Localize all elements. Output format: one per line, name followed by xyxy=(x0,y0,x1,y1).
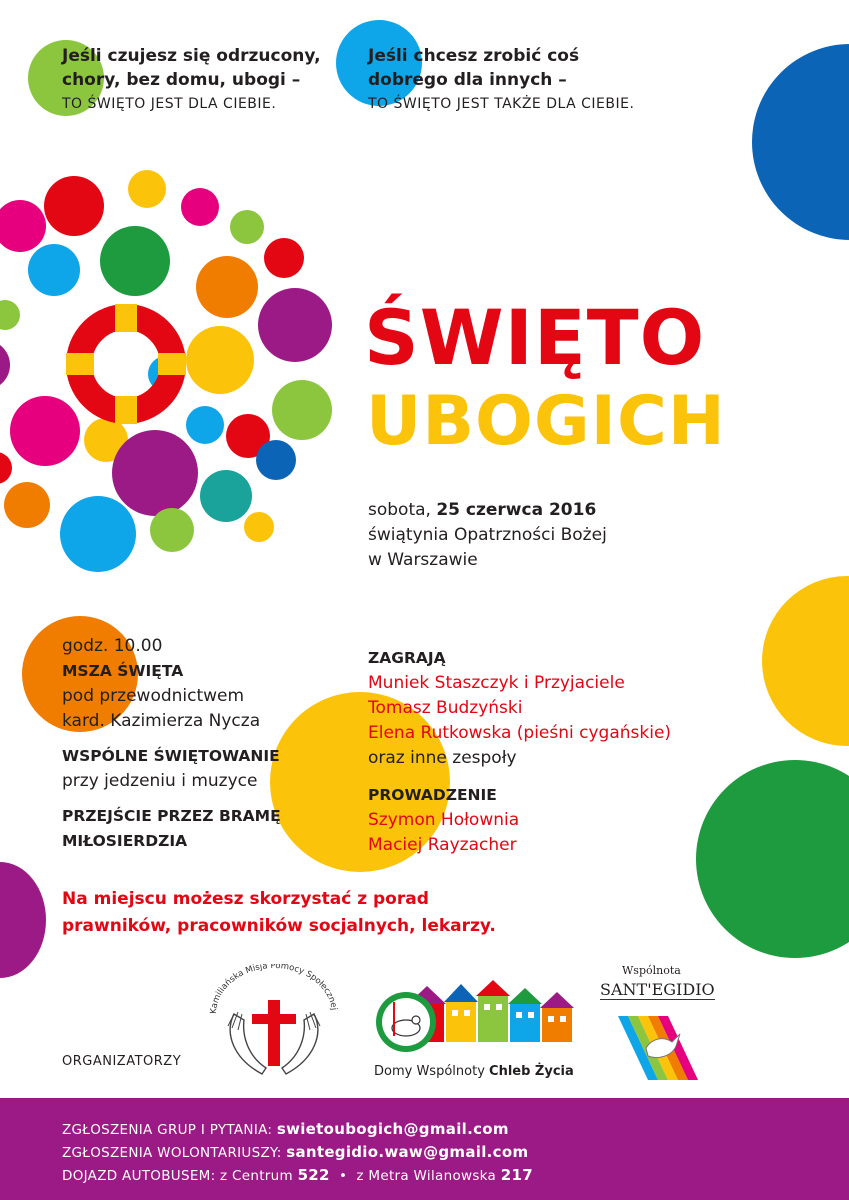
event-place2: w Warszawie xyxy=(368,550,478,570)
footer-row3 xyxy=(62,1166,533,1184)
notice xyxy=(62,886,496,940)
darkblue-circle xyxy=(752,44,849,240)
footer-row3-sep: • xyxy=(338,1168,348,1184)
gate-heading1: PRZEJŚCIE PRZEZ BRAMĘ xyxy=(62,807,281,825)
program-right xyxy=(368,646,671,858)
host-item: Maciej Rayzacher xyxy=(368,835,517,855)
footer-row3-num2: 217 xyxy=(500,1166,533,1184)
event-date: 25 czerwca 2016 xyxy=(436,500,597,520)
kamilianska-logo xyxy=(204,964,344,1084)
intro-right-line1: Jeśli chcesz zrobić coś xyxy=(368,46,580,66)
program-left xyxy=(62,634,281,854)
domy-bold: Chleb Życia xyxy=(489,1064,574,1079)
santegidio-logo xyxy=(596,962,714,1082)
footer-bar xyxy=(0,1098,849,1200)
egidio-name: SANT'EGIDIO xyxy=(600,980,715,999)
intro-left-line2: chory, bez domu, ubogi – xyxy=(62,70,301,90)
mass-line2: kard. Kazimierza Nycza xyxy=(62,711,261,731)
mass-heading: MSZA ŚWIĘTA xyxy=(62,662,184,680)
title-line2: UBOGICH xyxy=(366,382,726,461)
footer-row3-label2: z Metra Wilanowska xyxy=(356,1168,497,1184)
performer-item: Muniek Staszczyk i Przyjaciele xyxy=(368,673,625,693)
domy-wspolnoty-logo xyxy=(370,980,590,1090)
footer-row2-email[interactable]: santegidio.waw@gmail.com xyxy=(286,1143,529,1161)
notice-line1: Na miejscu możesz skorzystać z porad xyxy=(62,889,429,909)
yellow-right-circle xyxy=(762,576,849,746)
event-place1: świątynia Opatrzności Bożej xyxy=(368,525,607,545)
common-line: przy jedzeniu i muzyce xyxy=(62,771,258,791)
footer-row1-email[interactable]: swietoubogich@gmail.com xyxy=(276,1120,509,1138)
dove-rainbow-icon xyxy=(618,1008,698,1080)
intro-left-line1: Jeśli czujesz się odrzucony, xyxy=(62,46,321,66)
mass-line1: pod przewodnictwem xyxy=(62,686,245,706)
footer-row1-label: ZGŁOSZENIA GRUP I PYTANIA: xyxy=(62,1122,273,1138)
egidio-top: Wspólnota xyxy=(622,964,681,977)
event-day: sobota, xyxy=(368,500,431,520)
domy-prefix: Domy Wspólnoty xyxy=(374,1064,485,1079)
event-details xyxy=(368,498,607,573)
play-heading: ZAGRAJĄ xyxy=(368,649,446,667)
purple-left-circle xyxy=(0,862,46,978)
footer-row1 xyxy=(62,1120,509,1138)
green-right-circle xyxy=(696,760,849,958)
domy-text xyxy=(374,1064,574,1079)
intro-right xyxy=(368,44,634,116)
intro-right-line2: dobrego dla innych – xyxy=(368,70,567,90)
common-heading: WSPÓLNE ŚWIĘTOWANIE xyxy=(62,747,280,765)
gate-heading2: MIŁOSIERDZIA xyxy=(62,832,188,850)
life-ring-icon xyxy=(64,302,188,426)
intro-right-caps: TO ŚWIĘTO JEST TAKŻE DLA CIEBIE. xyxy=(368,96,635,112)
host-heading: PROWADZENIE xyxy=(368,786,497,804)
footer-row3-label1: DOJAZD AUTOBUSEM: z Centrum xyxy=(62,1168,293,1184)
footer-row3-num1: 522 xyxy=(297,1166,330,1184)
intro-left xyxy=(62,44,321,116)
footer-row2 xyxy=(62,1143,528,1161)
host-item: Szymon Hołownia xyxy=(368,810,520,830)
intro-left-caps: TO ŚWIĘTO JEST DLA CIEBIE. xyxy=(62,96,277,112)
organizers-label: ORGANIZATORZY xyxy=(62,1054,182,1069)
performer-item: Tomasz Budzyński xyxy=(368,698,523,718)
performers-others: oraz inne zespoły xyxy=(368,748,517,768)
performer-item: Elena Rutkowska (pieśni cygańskie) xyxy=(368,723,672,743)
kamilianska-arc-text: Kamiliańska Misja Pomocy Społecznej xyxy=(208,964,339,1015)
footer-row2-label: ZGŁOSZENIA WOLONTARIUSZY: xyxy=(62,1145,282,1161)
notice-line2: prawników, pracowników socjalnych, lekarzy. xyxy=(62,916,496,936)
program-time: godz. 10.00 xyxy=(62,636,163,656)
title-line1: ŚWIĘTO xyxy=(364,293,706,382)
